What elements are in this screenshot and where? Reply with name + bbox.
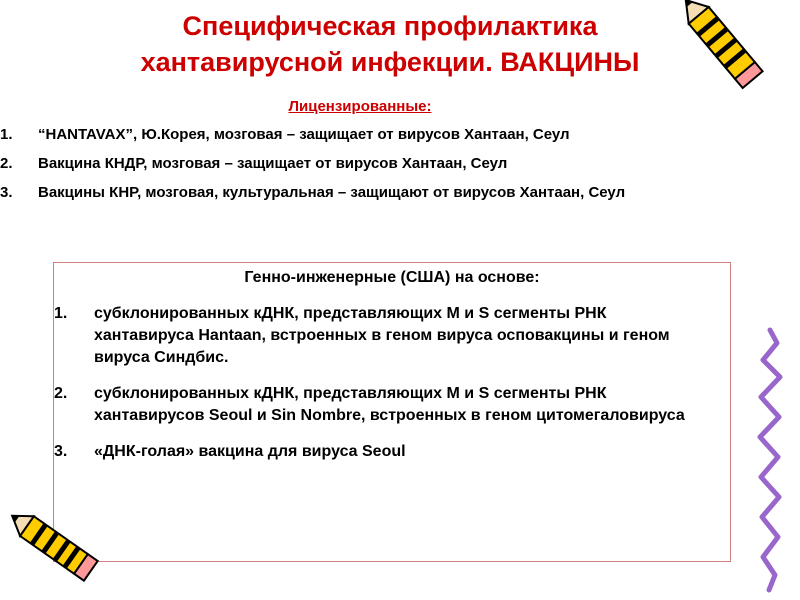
pencil-icon	[0, 500, 110, 595]
list-item	[0, 153, 770, 174]
pencil-icon	[660, 0, 780, 95]
title-line-2: хантавирусной инфекции. ВАКЦИНЫ	[140, 47, 640, 77]
list-number: 2.	[54, 385, 68, 402]
list-item	[0, 124, 770, 145]
list-item-text: субклонированных кДНК, представляющих M и S сегменты РНК хантавируса Hantaan, встроенных в геном вируса осповакцины и геном вируса Синдбис.	[94, 305, 670, 366]
genetic-vaccine-list	[54, 303, 704, 477]
list-item	[0, 182, 770, 203]
list-item-text: субклонированных кДНК, представляющих M и S сегменты РНК хантавирусов Seoul и Sin Nombre, встроенных в геном цитомегаловируса	[94, 385, 685, 424]
list-item-text: Вакцина КНДР, мозговая – защищает от вирусов Хантаан, Сеул	[38, 155, 508, 172]
list-number: 1.	[54, 305, 68, 322]
list-item	[54, 303, 704, 369]
title-line-1: Специфическая профилактика	[182, 11, 598, 41]
list-item	[54, 383, 704, 427]
list-item-text: Вакцины КНР, мозговая, культуральная – защищают от вирусов Хантаан, Сеул	[38, 184, 626, 201]
licensed-heading: Лицензированные:	[288, 98, 432, 115]
list-item-text: “HANTAVAX”, Ю.Корея, мозговая – защищает от вирусов Хантаан, Сеул	[38, 126, 570, 143]
list-number: 2.	[0, 155, 13, 172]
list-item	[54, 441, 704, 463]
page-title	[40, 8, 740, 80]
list-item-text: «ДНК-голая» вакцина для вируса Seoul	[94, 443, 406, 460]
list-number: 1.	[0, 126, 13, 143]
genetic-vaccines-box	[53, 262, 731, 562]
list-number: 3.	[0, 184, 13, 201]
list-number: 3.	[54, 443, 68, 460]
genetic-heading: Генно-инженерные (США) на основе:	[244, 269, 540, 286]
licensed-vaccine-list	[0, 124, 770, 211]
squiggle-decoration	[745, 325, 795, 595]
